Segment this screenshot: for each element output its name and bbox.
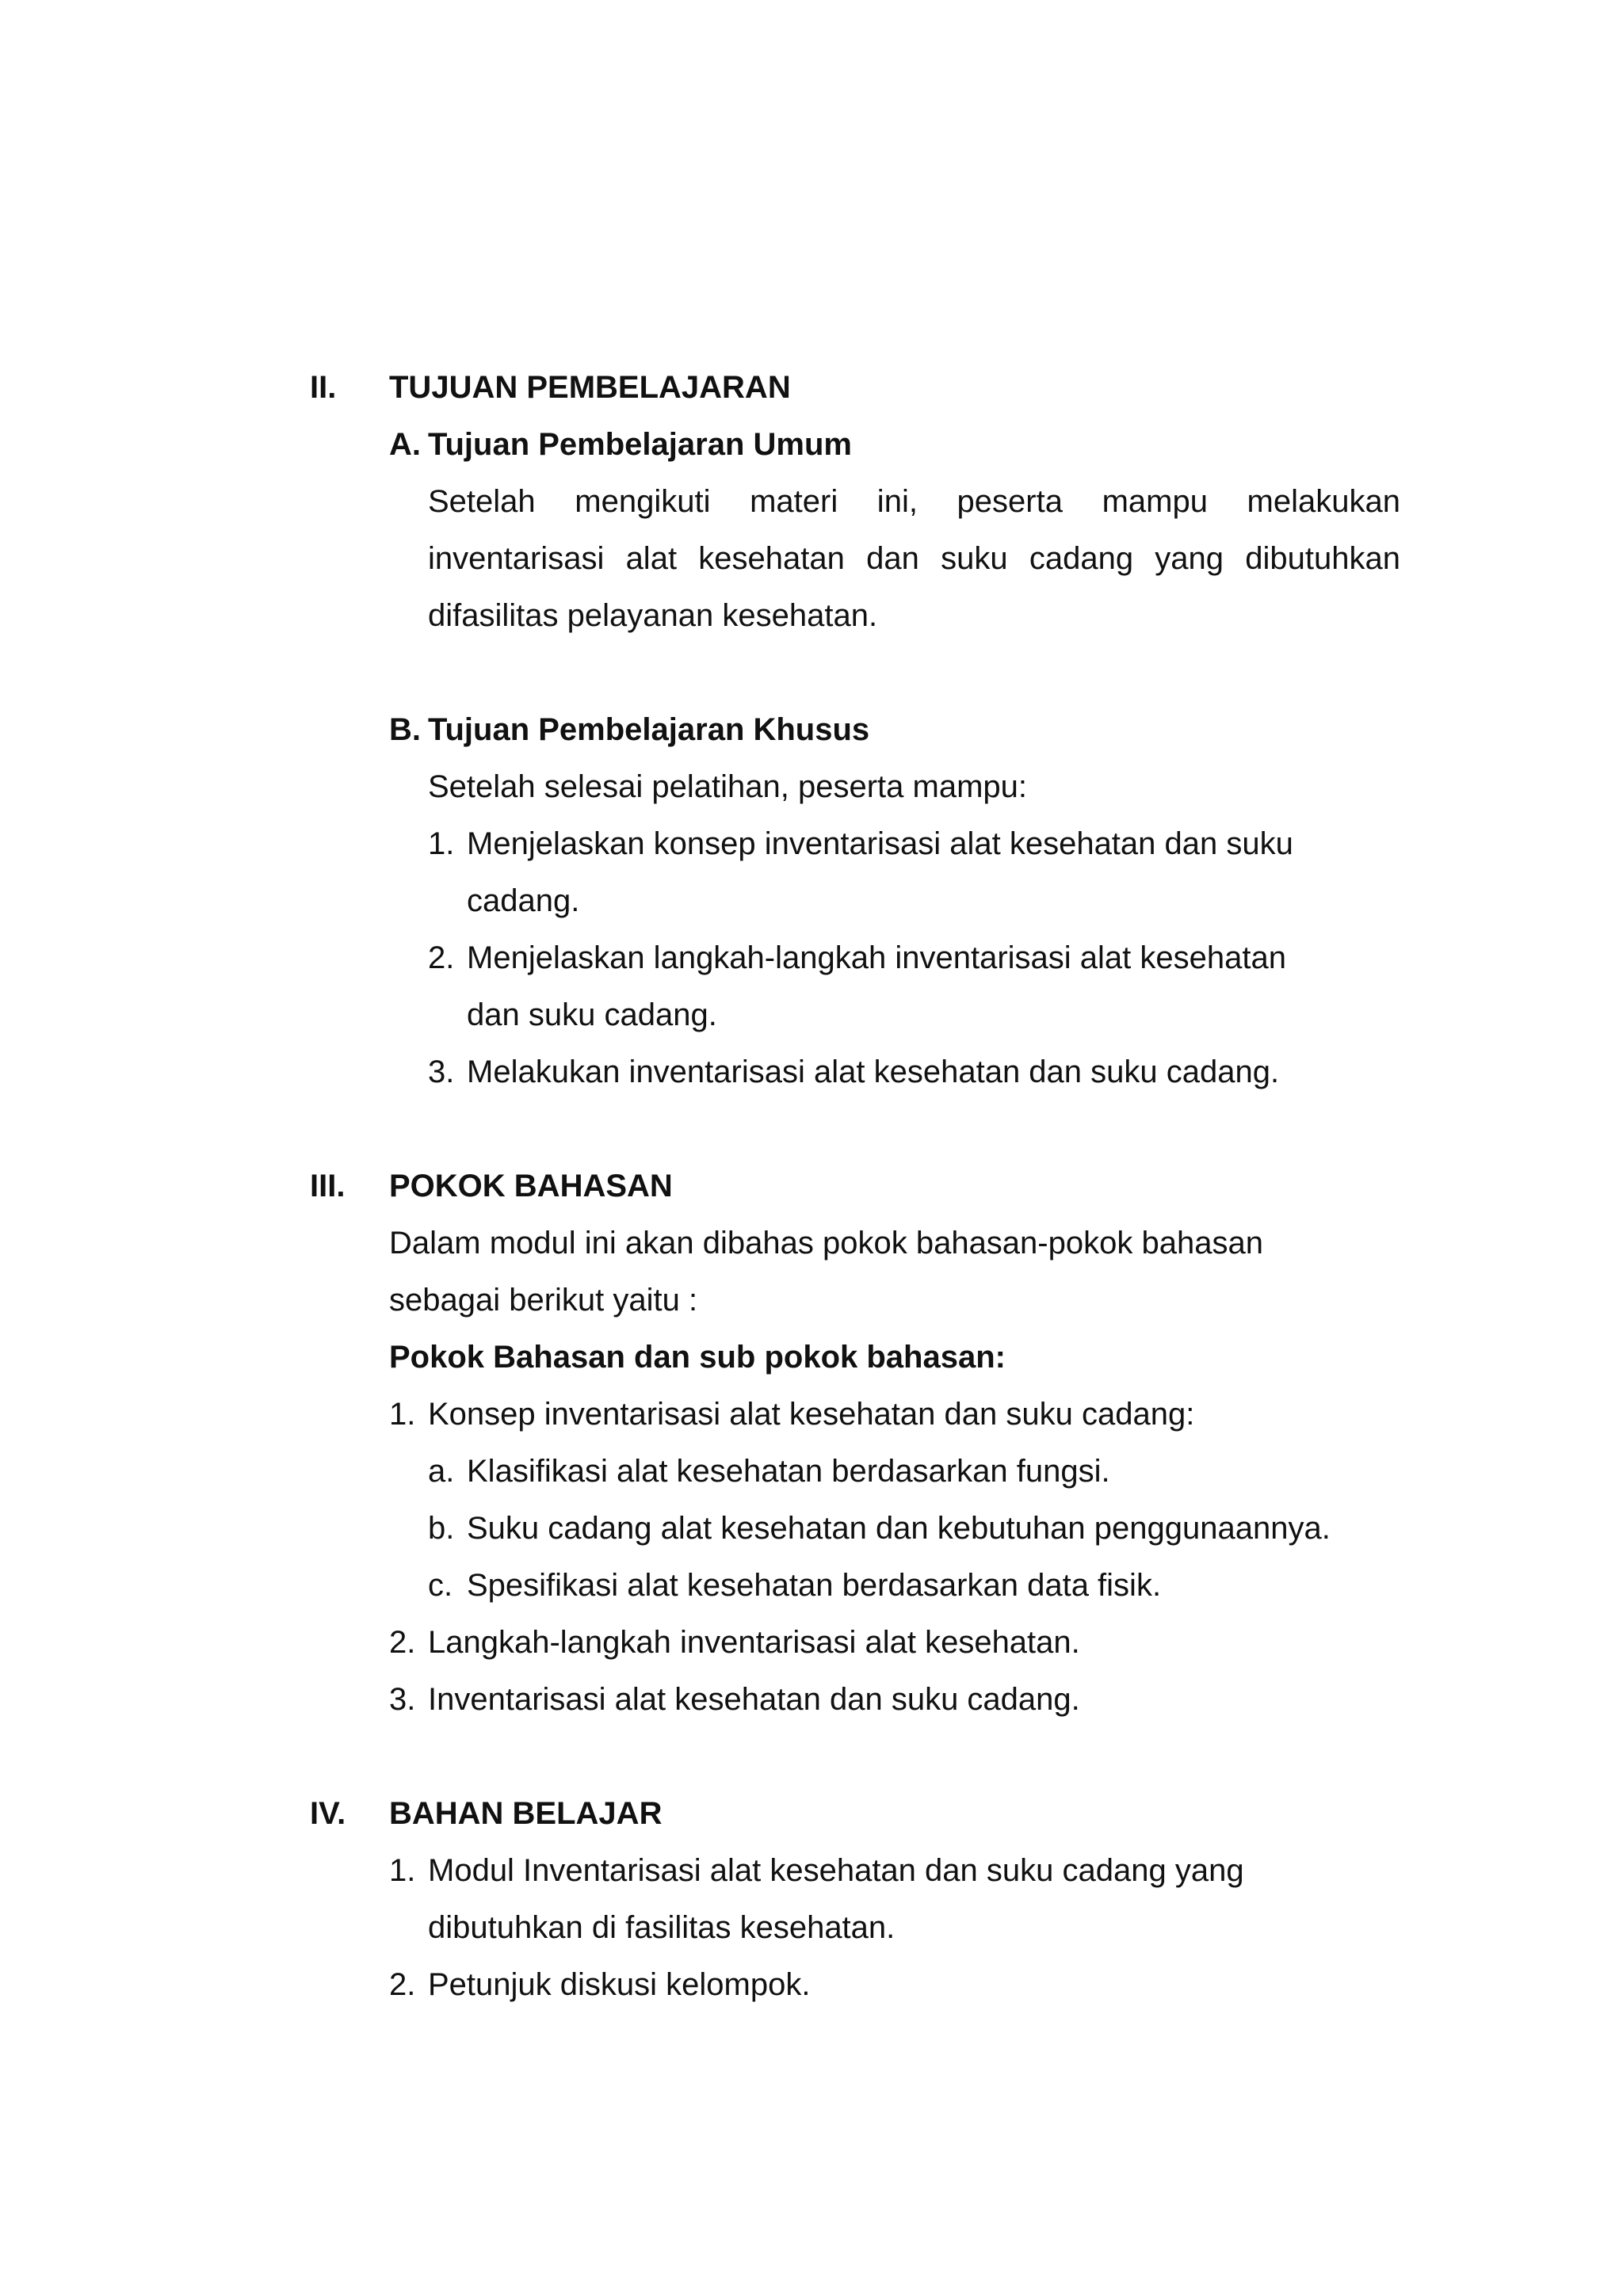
list-number: 1. <box>389 1397 416 1432</box>
paragraph-line: inventarisasi alat kesehatan dan suku cadang yang dibutuhkan <box>428 541 1400 576</box>
paragraph-line: Dalam modul ini akan dibahas pokok bahasan-pokok bahasan <box>389 1226 1263 1261</box>
sublist-letter: a. <box>428 1454 455 1489</box>
list-item-text: Menjelaskan langkah-langkah inventarisasi alat kesehatan <box>467 940 1286 975</box>
sublist-letter: b. <box>428 1511 455 1546</box>
paragraph-line: difasilitas pelayanan kesehatan. <box>428 598 878 633</box>
list-item-text: Modul Inventarisasi alat kesehatan dan suku cadang yang <box>428 1853 1244 1888</box>
subsection-marker: B. <box>389 712 421 747</box>
section-title: BAHAN BELAJAR <box>389 1796 663 1831</box>
subheading: Pokok Bahasan dan sub pokok bahasan: <box>389 1340 1006 1375</box>
list-item-text: cadang. <box>467 883 580 918</box>
subsection-title: Tujuan Pembelajaran Khusus <box>428 712 870 747</box>
sublist-item-text: Suku cadang alat kesehatan dan kebutuhan penggunaannya. <box>467 1511 1331 1546</box>
section-title: TUJUAN PEMBELAJARAN <box>389 370 791 405</box>
list-number: 1. <box>428 826 455 861</box>
sublist-item-text: Klasifikasi alat kesehatan berdasarkan fungsi. <box>467 1454 1110 1489</box>
list-item-text: dibutuhkan di fasilitas kesehatan. <box>428 1910 896 1945</box>
list-item-text: Langkah-langkah inventarisasi alat kesehatan. <box>428 1625 1080 1660</box>
section-numeral: II. <box>310 370 337 405</box>
list-number: 2. <box>428 940 455 975</box>
list-item-text: Petunjuk diskusi kelompok. <box>428 1967 811 2002</box>
paragraph-line: sebagai berikut yaitu : <box>389 1283 698 1318</box>
list-item-text: Konsep inventarisasi alat kesehatan dan suku cadang: <box>428 1397 1195 1432</box>
list-item-text: dan suku cadang. <box>467 997 717 1032</box>
list-intro: Setelah selesai pelatihan, peserta mampu: <box>428 769 1028 804</box>
list-item-text: Menjelaskan konsep inventarisasi alat kesehatan dan suku <box>467 826 1293 861</box>
list-number: 3. <box>428 1055 455 1089</box>
subsection-title: Tujuan Pembelajaran Umum <box>428 427 852 462</box>
list-number: 1. <box>389 1853 416 1888</box>
sublist-letter: c. <box>428 1568 453 1603</box>
list-number: 2. <box>389 1625 416 1660</box>
list-number: 2. <box>389 1967 416 2002</box>
section-title: POKOK BAHASAN <box>389 1169 673 1203</box>
list-item-text: Inventarisasi alat kesehatan dan suku cadang. <box>428 1682 1080 1717</box>
section-numeral: IV. <box>310 1796 346 1831</box>
list-number: 3. <box>389 1682 416 1717</box>
paragraph-line: Setelah mengikuti materi ini, peserta mampu melakukan <box>428 484 1400 519</box>
sublist-item-text: Spesifikasi alat kesehatan berdasarkan data fisik. <box>467 1568 1162 1603</box>
section-numeral: III. <box>310 1169 346 1203</box>
subsection-marker: A. <box>389 427 421 462</box>
list-item-text: Melakukan inventarisasi alat kesehatan dan suku cadang. <box>467 1055 1280 1089</box>
